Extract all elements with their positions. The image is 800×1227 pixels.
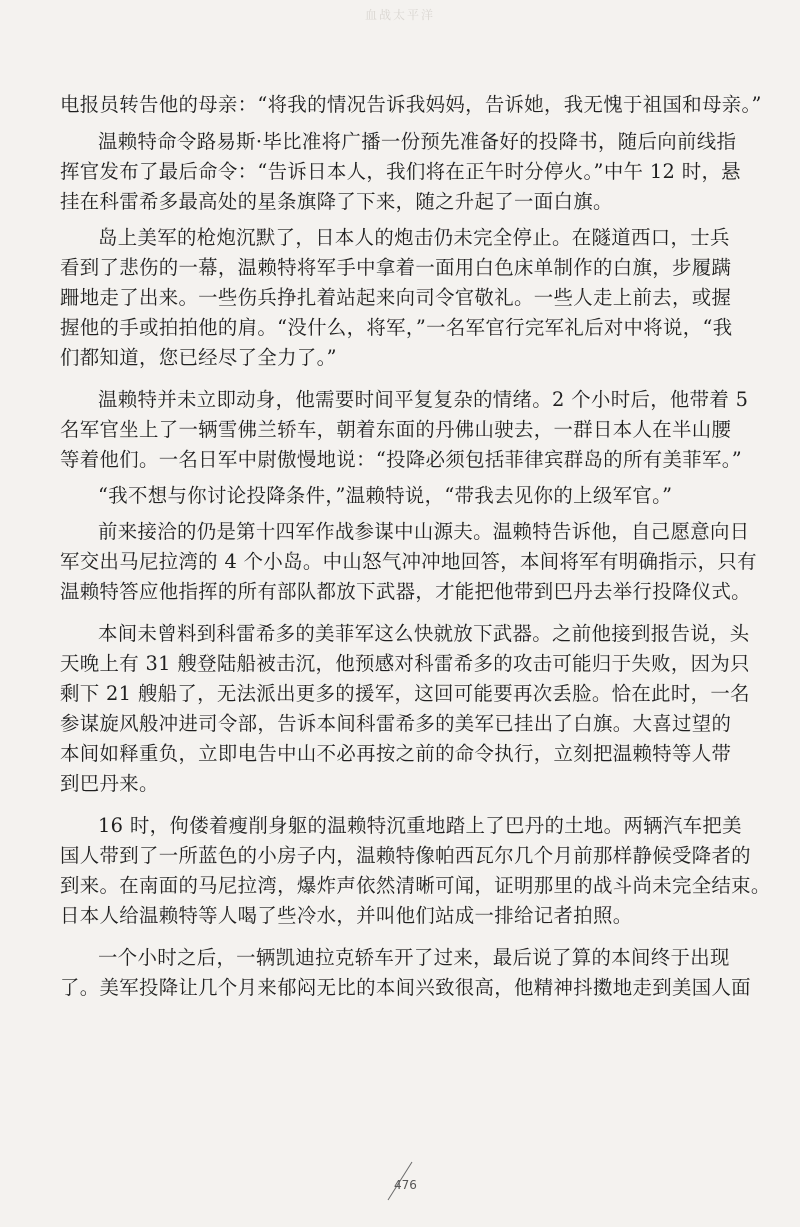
text-line: 到来。在南面的马尼拉湾，爆炸声依然清晰可闻，证明那里的战斗尚未完全结束。 bbox=[60, 874, 771, 897]
text-line: 等着他们。一名日军中尉傲慢地说：“投降必须包括菲律宾群岛的所有美菲军。” bbox=[60, 448, 743, 471]
text-line: 一个小时之后，一辆凯迪拉克轿车开了过来，最后说了算的本间终于出现 bbox=[98, 946, 730, 969]
running-header: 血战太平洋 bbox=[364, 8, 435, 22]
text-line: “我不想与你讨论投降条件，”温赖特说，“带我去见你的上级军官。” bbox=[98, 484, 673, 507]
text-line: 军交出马尼拉湾的 4 个小岛。中山怒气冲冲地回答，本间将军有明确指示，只有 bbox=[60, 550, 757, 573]
text-line: 名军官坐上了一辆雪佛兰轿车，朝着东面的丹佛山驶去，一群日本人在半山腰 bbox=[60, 418, 732, 441]
text-line: 剩下 21 艘船了，无法派出更多的援军，这回可能要再次丢脸。恰在此时，一名 bbox=[60, 682, 750, 705]
text-line: 温赖特命令路易斯·毕比准将广播一份预先准备好的投降书，随后向前线指 bbox=[98, 130, 737, 153]
text-line: 温赖特并未立即动身，他需要时间平复复杂的情绪。2 个小时后，他带着 5 bbox=[98, 388, 749, 411]
text-line: 到巴丹来。 bbox=[60, 772, 159, 795]
text-line: 国人带到了一所蓝色的小房子内，温赖特像帕西瓦尔几个月前那样静候受降者的 bbox=[60, 844, 751, 867]
text-line: 16 时，佝偻着瘦削身躯的温赖特沉重地踏上了巴丹的土地。两辆汽车把美 bbox=[98, 814, 742, 837]
text-line: 本间如释重负，立即电告中山不必再按之前的命令执行，立刻把温赖特等人带 bbox=[60, 742, 732, 765]
text-line: 日本人给温赖特等人喝了些冷水，并叫他们站成一排给记者拍照。 bbox=[60, 904, 633, 927]
body-text bbox=[60, 90, 771, 1003]
text-line: 了。美军投降让几个月来郁闷无比的本间兴致很高，他精神抖擞地走到美国人面 bbox=[60, 976, 751, 999]
text-line: 岛上美军的枪炮沉默了，日本人的炮击仍未完全停止。在隧道西口，士兵 bbox=[98, 226, 730, 249]
text-line: 挂在科雷希多最高处的星条旗降了下来，随之升起了一面白旗。 bbox=[60, 190, 613, 213]
text-line: 温赖特答应他指挥的所有部队都放下武器，才能把他带到巴丹去举行投降仪式。 bbox=[60, 580, 751, 603]
text-line: 前来接洽的仍是第十四军作战参谋中山源夫。温赖特告诉他，自己愿意向日 bbox=[98, 520, 750, 543]
page-number-area bbox=[360, 1158, 440, 1208]
text-line: 天晚上有 31 艘登陆船被击沉，他预感对科雷希多的攻击可能归于失败，因为只 bbox=[60, 652, 750, 675]
text-line: 本间未曾料到科雷希多的美菲军这么快就放下武器。之前他接到报告说，头 bbox=[98, 622, 750, 645]
text-line: 电报员转告他的母亲：“将我的情况告诉我妈妈，告诉她，我无愧于祖国和母亲。” bbox=[60, 93, 762, 116]
text-line: 握他的手或拍拍他的肩。“没什么，将军，”一名军官行完军礼后对中将说，“我 bbox=[60, 316, 733, 339]
text-line: 参谋旋风般冲进司令部，告诉本间科雷希多的美军已挂出了白旗。大喜过望的 bbox=[60, 712, 732, 735]
page-number: 476 bbox=[394, 1178, 417, 1192]
text-line: 看到了悲伤的一幕，温赖特将军手中拿着一面用白色床单制作的白旗，步履蹒 bbox=[60, 256, 732, 279]
text-line: 跚地走了出来。一些伤兵挣扎着站起来向司令官敬礼。一些人走上前去，或握 bbox=[60, 286, 732, 309]
text-line: 们都知道，您已经尽了全力了。” bbox=[60, 346, 337, 369]
text-line: 挥官发布了最后命令：“告诉日本人，我们将在正午时分停火。”中午 12 时，悬 bbox=[60, 160, 741, 183]
